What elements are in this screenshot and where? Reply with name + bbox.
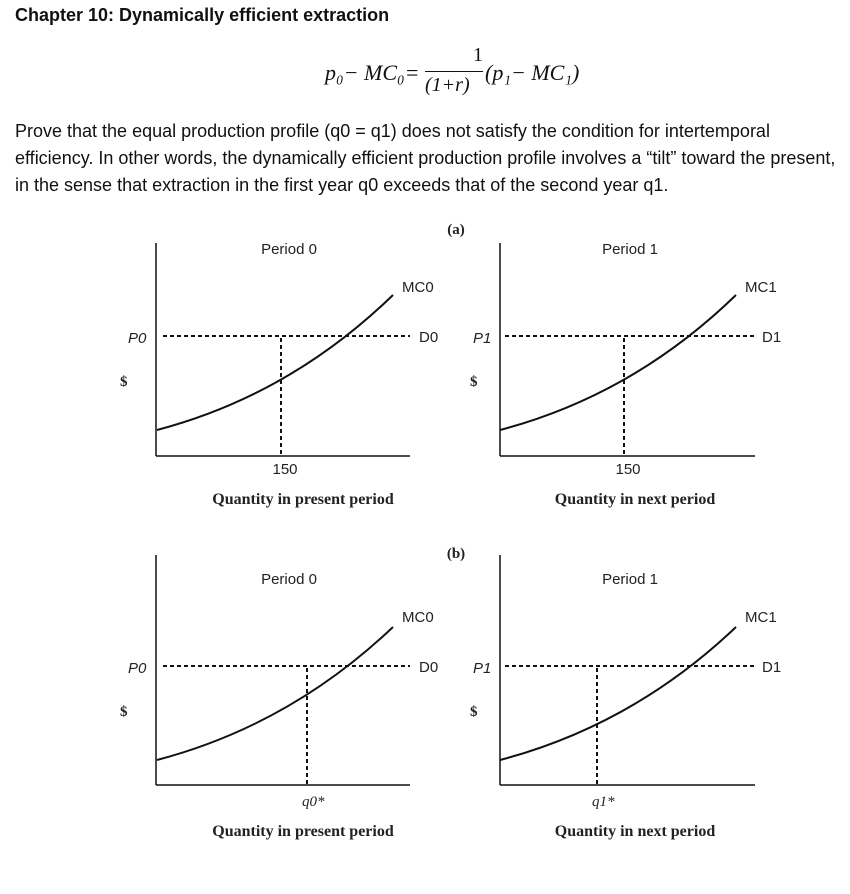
problem-paragraph: Prove that the equal production profile (q0 = q1) does not satisfy the condition for intertemporal efficiency. In other words, the dynamically efficient production profile involves a “tilt” toward the present, in the sense that extraction in the first year q0 exceeds that of the second year q1.: [15, 121, 836, 195]
b0-period-title: Period 0: [261, 571, 317, 588]
b0-dollar: $: [120, 704, 128, 720]
formula-lhs: p₀− MC₀=: [325, 60, 420, 85]
panel-b-label: (b): [446, 546, 466, 562]
a0-mc-label: MC0: [402, 279, 434, 296]
b1-mc-label: MC1: [745, 609, 777, 626]
b1-dollar: $: [470, 704, 478, 720]
b1-mc-curve: [500, 627, 736, 760]
b0-quantity-label: q0*: [302, 794, 325, 810]
formula-denominator: (1+r): [425, 74, 470, 96]
formula-numerator: 1: [473, 44, 483, 66]
a1-d-label: D1: [762, 329, 782, 346]
panel-a-label: (a): [447, 222, 465, 238]
a1-mc-curve: [500, 295, 736, 430]
a0-d-label: D0: [419, 329, 439, 346]
a0-period-title: Period 0: [261, 241, 317, 258]
a1-quantity-label: 150: [615, 461, 641, 478]
b0-mc-curve: [157, 627, 393, 760]
b0-xlabel: Quantity in present period: [212, 823, 394, 840]
b1-d-label: D1: [762, 659, 782, 676]
a1-dollar: $: [470, 374, 478, 390]
a1-xlabel: Quantity in next period: [554, 491, 716, 508]
a1-mc-label: MC1: [745, 279, 777, 296]
b0-mc-label: MC0: [402, 609, 434, 626]
b0-d-label: D0: [419, 659, 439, 676]
b0-price-label: P0: [128, 660, 147, 677]
a0-mc-curve: [157, 295, 393, 430]
a0-xlabel: Quantity in present period: [212, 491, 394, 508]
b1-quantity-label: q1*: [592, 794, 615, 810]
b1-period-title: Period 1: [602, 571, 658, 588]
a0-price-label: P0: [128, 330, 147, 347]
a0-dollar: $: [120, 374, 128, 390]
a1-price-label: P1: [473, 330, 492, 347]
b1-xlabel: Quantity in next period: [554, 823, 716, 840]
a1-period-title: Period 1: [602, 241, 658, 258]
chapter-heading: Chapter 10: Dynamically efficient extraction: [15, 5, 390, 25]
b1-price-label: P1: [473, 660, 492, 677]
formula-rhs: (p₁− MC₁): [485, 60, 580, 85]
a0-quantity-label: 150: [272, 461, 298, 478]
